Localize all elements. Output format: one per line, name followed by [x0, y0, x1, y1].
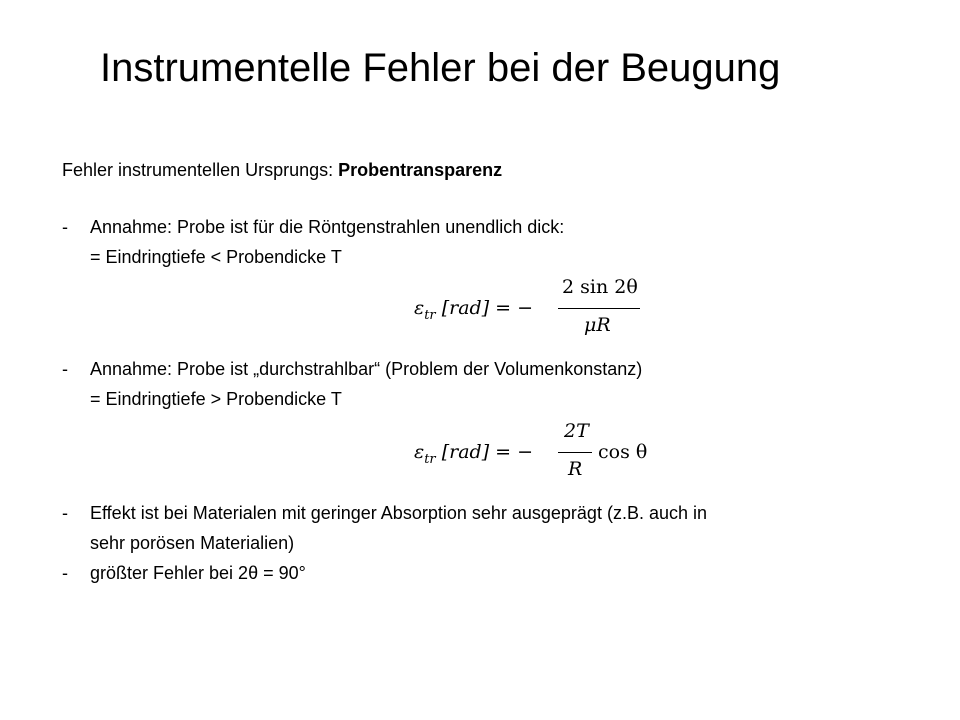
bullet-line: = Eindringtiefe < Probendicke T — [90, 247, 342, 267]
bullet-body — [90, 558, 306, 588]
bullet-dash: - — [62, 503, 68, 523]
fraction-bar — [558, 308, 640, 309]
bullet-dash: - — [62, 563, 68, 583]
formula-symbol: ε — [414, 441, 425, 463]
formula-subscript: tr — [424, 308, 436, 323]
bullet-line: größter Fehler bei 2θ = 90° — [90, 563, 306, 583]
bullet-dash: - — [62, 217, 68, 237]
formula-unit: [rad] — [441, 297, 490, 319]
bullet-dash: - — [62, 359, 68, 379]
intro-line — [62, 159, 502, 181]
formula-lhs — [414, 297, 534, 323]
formula-suffix: cos θ — [598, 441, 648, 463]
formula-equals: = − — [495, 441, 534, 463]
intro-topic: Probentransparenz — [338, 160, 503, 180]
bullet-body — [90, 498, 707, 558]
bullet-line: Effekt ist bei Materialen mit geringer Absorption sehr ausgeprägt (z.B. auch in — [90, 503, 707, 523]
fraction-bar — [558, 452, 592, 453]
formula-lhs — [414, 441, 534, 467]
formula-denominator: μR — [584, 314, 611, 336]
bullet-line: Annahme: Probe ist „durchstrahlbar“ (Problem der Volumenkonstanz) — [90, 359, 643, 379]
bullet-body — [90, 212, 564, 272]
intro-label: Fehler instrumentellen Ursprungs: — [62, 160, 339, 180]
bullet-line: sehr porösen Materialien) — [90, 533, 295, 553]
slide-title: Instrumentelle Fehler bei der Beugung — [100, 46, 781, 90]
formula-thick-sample — [414, 276, 654, 346]
formula-transparent-sample — [414, 420, 654, 490]
formula-unit: [rad] — [441, 441, 490, 463]
formula-numerator: 2T — [564, 420, 589, 442]
formula-equals: = − — [495, 297, 534, 319]
bullet-body — [90, 354, 642, 414]
bullet-line: Annahme: Probe ist für die Röntgenstrahlen unendlich dick: — [90, 217, 565, 237]
formula-denominator: R — [568, 458, 583, 480]
formula-numerator: 2 sin 2θ — [562, 276, 638, 298]
formula-subscript: tr — [424, 452, 436, 467]
bullet-line: = Eindringtiefe > Probendicke T — [90, 389, 342, 409]
formula-symbol: ε — [414, 297, 425, 319]
